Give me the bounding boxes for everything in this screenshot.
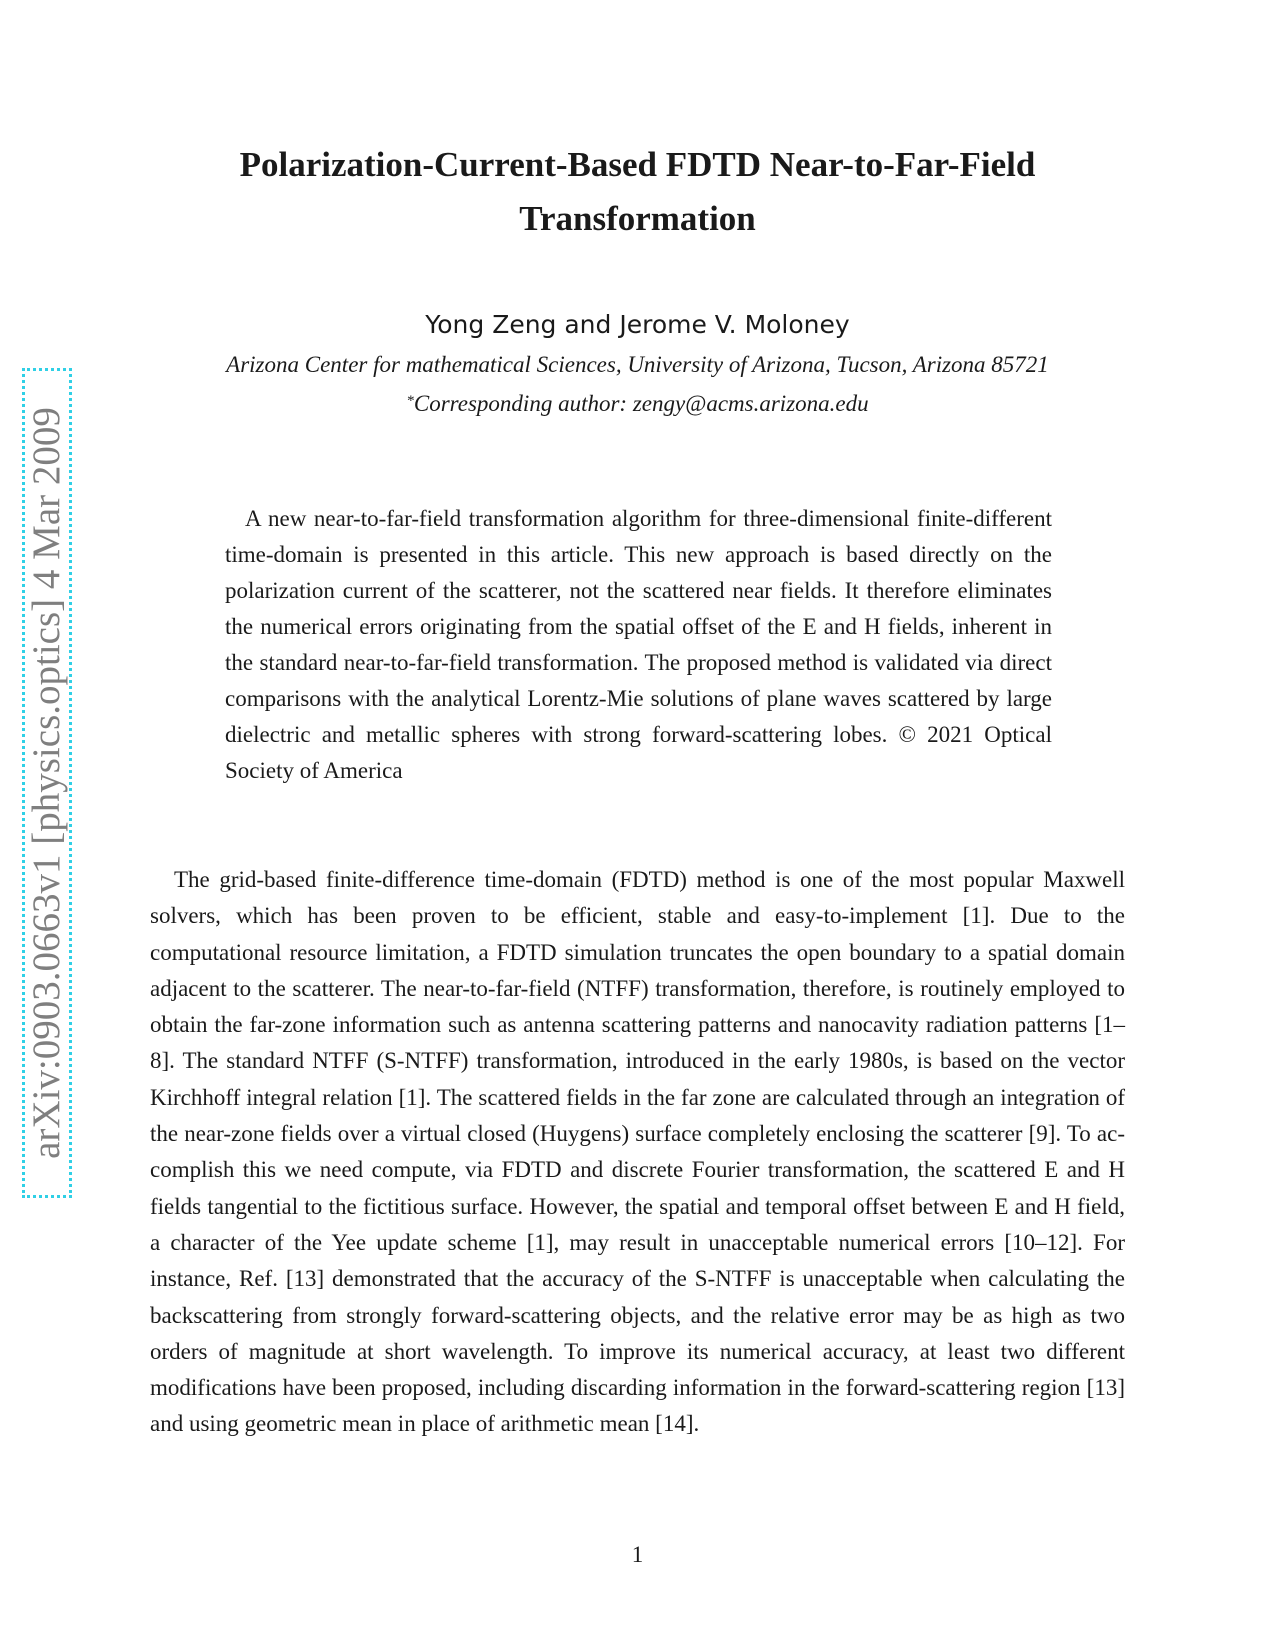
paper-title: Polarization-Current-Based FDTD Near-to-Far-Field Transformation [239,145,1036,238]
corresponding-author [140,386,1135,419]
introduction-paragraph: The grid-based finite-difference time-domain (FDTD) method is one of the most popular Maxwell solvers, which has been proven to be efficient, stable and easy-to-implement [1]. Due to the computational resource limitation, a FDTD simulation truncates the open boundary to a spatial domain adjacent to the scatterer. The near-to-far-field (NTFF) transformation, therefore, is routinely employed to obtain the far-zone information such as antenna scattering patterns and nanocavity radiation patterns [1–8]. The standard NTFF (S-NTFF) transformation, introduced in the early 1980s, is based on the vector Kirchhoff integral relation [1]. The scattered fields in the far zone are calculated through an integration of the near-zone fields over a virtual closed (Huygens) surface completely enclosing the scatterer [9]. To accomplish this we need compute, via FDTD and discrete Fourier transformation, the scattered E and H fields tangential to the fictitious surface. However, the spatial and temporal offset between E and H field, a character of the Yee update scheme [1], may result in unacceptable numerical errors [10–12]. For instance, Ref. [13] demonstrated that the accuracy of the S-NTFF is unacceptable when calculating the backscattering from strongly forward-scattering objects, and the relative error may be as high as two orders of magnitude at short wavelength. To improve its numerical accuracy, at least two different modifications have been proposed, including discarding information in the forward-scattering region [13] and using geometric mean in place of arithmetic mean [14]. [150,867,1125,1437]
author-affiliation: Arizona Center for mathematical Sciences, University of Arizona, Tucson, Arizona 85721 [226,352,1049,377]
author-list: Yong Zeng and Jerome V. Moloney [425,310,850,339]
corresponding-author-text: Corresponding author: zengy@acms.arizona.edu [413,391,869,416]
page-number: 1 [631,1542,644,1567]
arxiv-identifier-stamp[interactable]: arXiv:0903.0663v1 [physics.optics] 4 Mar 2009 [22,368,72,1198]
abstract: A new near-to-far-field transformation algorithm for three-dimensional finite-different time-domain is presented in this article. This new approach is based directly on the polarization current of the scatterer, not the scattered near fields. It therefore eliminates the numerical errors originating from the spatial offset of the E and H fields, inherent in the standard near-to-far-field transformation. The proposed method is validated via direct comparisons with the analytical Lorentz-Mie solutions of plane waves scattered by large dielectric and metallic spheres with strong forward-scattering lobes. © 2021 Optical Society of America [225,506,1052,783]
corresponding-marker: * [406,393,414,409]
